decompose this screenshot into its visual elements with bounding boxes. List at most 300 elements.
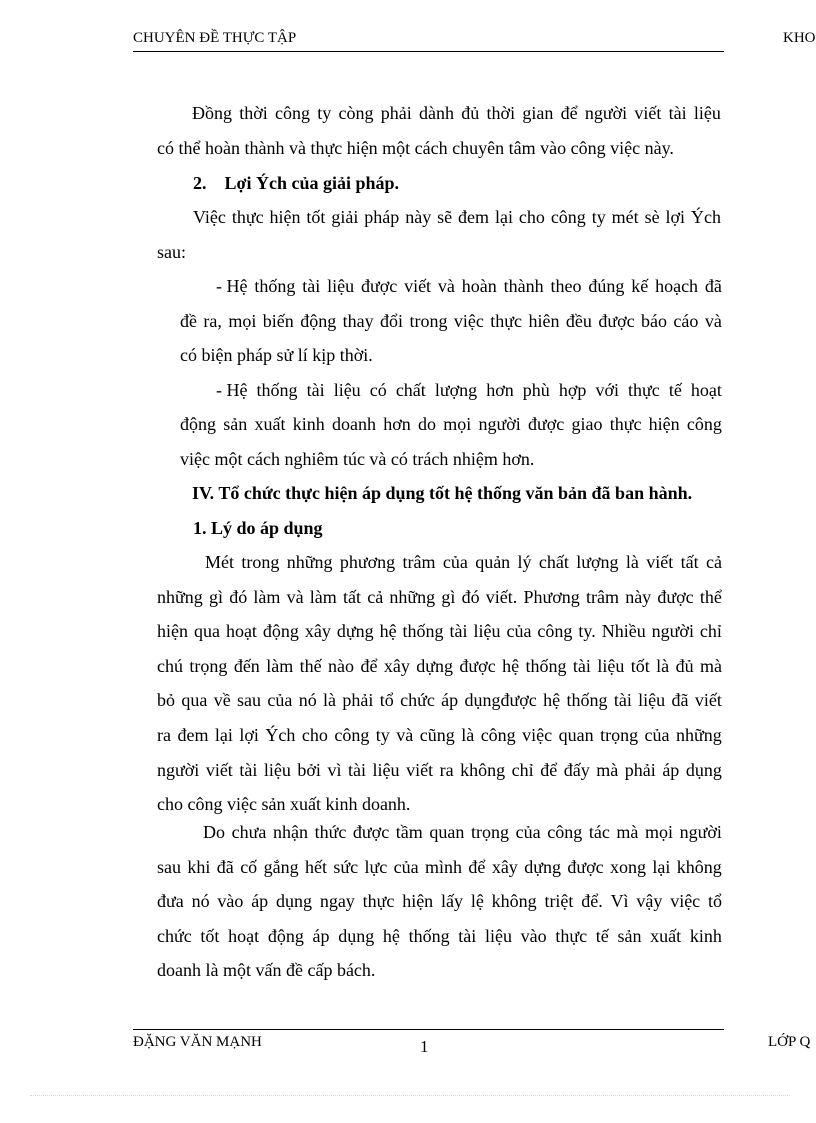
word: trọng bbox=[189, 656, 228, 676]
word: ra bbox=[439, 760, 454, 780]
word: được bbox=[459, 656, 496, 676]
word: thể bbox=[699, 587, 722, 607]
word: triệt bbox=[544, 891, 574, 911]
word: xong bbox=[610, 857, 647, 877]
word: vào bbox=[217, 891, 244, 911]
word: dựng bbox=[336, 621, 374, 641]
word: áp bbox=[312, 926, 330, 946]
word: phải bbox=[380, 103, 412, 123]
word: hiện bbox=[157, 621, 188, 641]
word: được bbox=[360, 276, 398, 296]
word: mét bbox=[611, 207, 639, 227]
word: đúng bbox=[588, 276, 625, 296]
word: thời bbox=[239, 103, 268, 123]
word: lấy bbox=[441, 891, 463, 911]
word: liệu bbox=[638, 690, 666, 710]
word: làm bbox=[253, 587, 281, 607]
word: Đồng bbox=[192, 103, 232, 123]
word: người bbox=[651, 621, 694, 641]
text-line bbox=[216, 373, 722, 408]
word: với bbox=[595, 380, 619, 400]
word: để. bbox=[581, 891, 603, 911]
word: sản bbox=[617, 926, 642, 946]
word: quan bbox=[429, 822, 465, 842]
word: tài bbox=[239, 760, 258, 780]
word: đến bbox=[233, 656, 260, 676]
word: là bbox=[461, 725, 475, 745]
word: Vì bbox=[610, 891, 629, 911]
word: sau bbox=[157, 857, 181, 877]
word: bởi bbox=[297, 760, 321, 780]
word: đem bbox=[177, 725, 209, 745]
header-title: CHUYÊN ĐỀ THỰC TẬP bbox=[133, 30, 297, 46]
word: dụngđược bbox=[464, 690, 537, 710]
word: tác bbox=[588, 822, 610, 842]
word: phải bbox=[624, 760, 656, 780]
word: thành bbox=[503, 276, 544, 296]
word: thực bbox=[555, 926, 588, 946]
word: ra, bbox=[203, 311, 222, 331]
word: tốt bbox=[306, 207, 326, 227]
word: cố bbox=[240, 857, 258, 877]
word: của bbox=[442, 552, 468, 572]
text-line bbox=[216, 269, 722, 304]
text-line: sau: bbox=[157, 242, 186, 262]
word: của bbox=[644, 725, 670, 745]
word: hiên bbox=[528, 311, 560, 331]
word: là bbox=[625, 552, 639, 572]
word: xuất bbox=[650, 926, 682, 946]
word: thống bbox=[402, 621, 444, 641]
word: không bbox=[491, 891, 537, 911]
word: và bbox=[396, 725, 414, 745]
word: lợi bbox=[665, 207, 686, 227]
word: hoạch bbox=[655, 276, 699, 296]
word: không bbox=[460, 760, 506, 780]
word: đã bbox=[704, 276, 722, 296]
word: lại bbox=[214, 725, 233, 745]
word: liệu bbox=[372, 760, 400, 780]
word: để bbox=[540, 760, 558, 780]
word: mọi bbox=[443, 414, 472, 434]
word: người bbox=[679, 822, 722, 842]
word: tế bbox=[595, 926, 609, 946]
word: phải bbox=[342, 690, 374, 710]
subsection-heading: 1. Lý do áp dụng bbox=[193, 518, 323, 538]
text-line: có thể hoàn thành và thực hiện một cách chuyên tâm vào công việc này. bbox=[157, 138, 674, 158]
word: mình bbox=[425, 857, 463, 877]
footer-class: LỚP Q bbox=[768, 1034, 811, 1050]
text-line: doanh là một vấn đề cấp bách. bbox=[157, 960, 376, 980]
word: nào bbox=[328, 656, 355, 676]
word: tế bbox=[668, 380, 682, 400]
word: dựng bbox=[416, 656, 454, 676]
word: tài bbox=[302, 276, 321, 296]
word: đều bbox=[565, 311, 592, 331]
word: sản bbox=[223, 414, 248, 434]
word: do bbox=[417, 414, 436, 434]
word: ty. bbox=[578, 621, 596, 641]
section-heading: IV. Tổ chức thực hiện áp dụng tốt hệ thống văn bản đã ban hành. bbox=[192, 483, 693, 503]
text-line bbox=[193, 200, 721, 235]
word: động bbox=[180, 414, 216, 434]
word: của bbox=[267, 690, 293, 710]
word: mà bbox=[699, 656, 722, 676]
page-bottom-divider bbox=[30, 1095, 790, 1096]
word: cho bbox=[301, 725, 328, 745]
word: công bbox=[334, 725, 370, 745]
word: lượng bbox=[434, 380, 478, 400]
word: liệu bbox=[333, 380, 361, 400]
word: được bbox=[527, 414, 565, 434]
text-line bbox=[157, 614, 722, 649]
word: viết bbox=[205, 760, 233, 780]
word: hết bbox=[304, 857, 327, 877]
word: sau bbox=[237, 690, 262, 710]
word: thực bbox=[609, 414, 642, 434]
word: vậy bbox=[636, 891, 663, 911]
word: vào bbox=[520, 926, 547, 946]
text-line: việc một cách nghiêm túc và có trách nhiệm hơn. bbox=[180, 449, 535, 469]
word: tốt bbox=[630, 656, 650, 676]
word: ra bbox=[157, 725, 171, 745]
word: được bbox=[657, 587, 694, 607]
text-line: có biện pháp sử lí kịp thời. bbox=[180, 345, 373, 365]
word: liệu bbox=[693, 103, 721, 123]
word: hiện bbox=[402, 891, 434, 911]
word: Phương bbox=[523, 587, 580, 607]
text-line bbox=[192, 96, 721, 131]
word: - Hệ bbox=[216, 380, 248, 400]
word: thống bbox=[408, 926, 450, 946]
word: áp bbox=[441, 690, 459, 710]
word: trong bbox=[241, 552, 280, 572]
word: là bbox=[656, 656, 670, 676]
word: hệ bbox=[379, 621, 397, 641]
header-right-text: KHO bbox=[783, 30, 816, 46]
word: thống bbox=[525, 656, 567, 676]
word: viết bbox=[404, 276, 432, 296]
word: lợi bbox=[239, 725, 259, 745]
word: dựng bbox=[524, 857, 561, 877]
word: xây bbox=[491, 857, 518, 877]
word: quan bbox=[558, 725, 594, 745]
word: báo bbox=[641, 311, 667, 331]
word: thời bbox=[486, 103, 516, 123]
word: gian bbox=[522, 103, 554, 123]
word: hơn bbox=[383, 414, 411, 434]
word: chất bbox=[395, 380, 426, 400]
word: thức bbox=[314, 822, 347, 842]
word: tài bbox=[613, 690, 632, 710]
word: việc bbox=[453, 311, 484, 331]
word: những bbox=[157, 587, 203, 607]
word: thực bbox=[628, 380, 660, 400]
word: quản bbox=[475, 552, 511, 572]
word: kinh bbox=[689, 926, 722, 946]
word: viết. bbox=[485, 587, 518, 607]
word: phương bbox=[339, 552, 396, 572]
text-line bbox=[157, 683, 722, 718]
word: gì bbox=[441, 587, 456, 607]
word: khi bbox=[187, 857, 211, 877]
word: nhận bbox=[272, 822, 308, 842]
word: lực bbox=[364, 857, 388, 877]
word: những bbox=[676, 725, 722, 745]
word: thế bbox=[299, 656, 322, 676]
word: ty bbox=[591, 207, 606, 227]
word: hệ bbox=[543, 690, 561, 710]
word: áp bbox=[662, 760, 680, 780]
word: kinh bbox=[292, 414, 325, 434]
text-line bbox=[203, 815, 722, 850]
word: xây bbox=[304, 621, 331, 641]
word: hệ bbox=[382, 926, 400, 946]
text-line bbox=[157, 649, 722, 684]
word: công bbox=[275, 103, 311, 123]
word: làm bbox=[309, 587, 337, 607]
word: hoạt bbox=[690, 380, 722, 400]
word: Việc bbox=[193, 207, 226, 227]
word: dành bbox=[419, 103, 455, 123]
text-line bbox=[157, 753, 722, 788]
text-line: cho công việc sản xuất kinh doanh. bbox=[157, 794, 411, 814]
word: liệu bbox=[263, 760, 291, 780]
word: được bbox=[352, 822, 390, 842]
word: lại bbox=[652, 857, 671, 877]
word: vì bbox=[327, 760, 342, 780]
word: mọi bbox=[228, 311, 257, 331]
word: xây bbox=[383, 656, 410, 676]
word: tất bbox=[343, 587, 361, 607]
word: động bbox=[300, 311, 337, 331]
word: trọng bbox=[600, 725, 639, 745]
word: công bbox=[550, 207, 586, 227]
word: đấy bbox=[563, 760, 590, 780]
word: việc bbox=[522, 725, 553, 745]
text-line bbox=[157, 919, 722, 954]
text-line bbox=[157, 884, 722, 919]
word: động bbox=[267, 926, 304, 946]
word: đổi bbox=[380, 311, 404, 331]
word: động bbox=[262, 621, 299, 641]
word: liệu bbox=[327, 276, 355, 296]
text-line bbox=[205, 545, 722, 580]
word: cũng bbox=[419, 725, 455, 745]
word: cả bbox=[705, 552, 722, 572]
word: chức bbox=[157, 926, 192, 946]
word: đó bbox=[229, 587, 248, 607]
footer-rule bbox=[133, 1029, 724, 1030]
word: cho bbox=[518, 207, 545, 227]
word: công bbox=[537, 621, 573, 641]
word: thực bbox=[362, 891, 395, 911]
word: thực bbox=[490, 311, 523, 331]
word: tài bbox=[306, 380, 325, 400]
word: không bbox=[676, 857, 722, 877]
word: đề bbox=[180, 311, 197, 331]
word: ty bbox=[317, 103, 332, 123]
word: hoàn bbox=[461, 276, 497, 296]
word: còng bbox=[338, 103, 374, 123]
word: để bbox=[468, 857, 486, 877]
word: thay bbox=[342, 311, 374, 331]
word: viết bbox=[406, 760, 434, 780]
word: việc bbox=[670, 891, 701, 911]
word: và bbox=[437, 276, 455, 296]
word: chỉ bbox=[699, 621, 722, 641]
word: của bbox=[506, 621, 532, 641]
word: dụng bbox=[338, 926, 375, 946]
word: chất bbox=[538, 552, 569, 572]
page-number: 1 bbox=[420, 1037, 429, 1056]
word: theo bbox=[550, 276, 582, 296]
word: hợp bbox=[558, 380, 587, 400]
word: tổ bbox=[379, 690, 394, 710]
word: liệu bbox=[597, 656, 625, 676]
word: trâm bbox=[402, 552, 436, 572]
word: những bbox=[286, 552, 333, 572]
word: ty bbox=[375, 725, 390, 745]
word: kế bbox=[631, 276, 649, 296]
word: tài bbox=[668, 103, 687, 123]
word: này bbox=[625, 587, 652, 607]
word: công bbox=[686, 414, 722, 434]
text-line bbox=[157, 718, 722, 753]
word: tài bbox=[449, 621, 468, 641]
word: ngay bbox=[319, 891, 355, 911]
word: tốt bbox=[200, 926, 220, 946]
word: liệu bbox=[473, 621, 501, 641]
word: chưa bbox=[231, 822, 267, 842]
word: lượng bbox=[576, 552, 619, 572]
word: tài bbox=[458, 926, 477, 946]
word: thực bbox=[231, 207, 264, 227]
word: viết bbox=[646, 552, 674, 572]
word: người bbox=[478, 414, 521, 434]
word: đã bbox=[671, 690, 689, 710]
word: đưa bbox=[157, 891, 184, 911]
word: chú bbox=[157, 656, 183, 676]
word: đủ bbox=[675, 656, 694, 676]
word: thống bbox=[256, 380, 298, 400]
word: là bbox=[323, 690, 337, 710]
word: giải bbox=[331, 207, 359, 227]
word: dụng bbox=[276, 891, 312, 911]
word: sức bbox=[333, 857, 359, 877]
word: trong bbox=[409, 311, 448, 331]
word: cáo bbox=[673, 311, 699, 331]
header-rule bbox=[133, 51, 724, 52]
word: viết bbox=[634, 103, 662, 123]
word: thống bbox=[566, 690, 608, 710]
text-line bbox=[157, 850, 722, 885]
word: thống bbox=[254, 276, 296, 296]
word: doanh bbox=[331, 414, 376, 434]
word: Nhiều bbox=[601, 621, 646, 641]
text-line bbox=[157, 580, 722, 615]
word: để bbox=[360, 656, 378, 676]
word: hoạt bbox=[228, 926, 260, 946]
word: những bbox=[389, 587, 436, 607]
word: chỉ bbox=[511, 760, 534, 780]
word: này bbox=[405, 207, 432, 227]
word: của bbox=[515, 822, 541, 842]
word: người bbox=[584, 103, 628, 123]
word: công bbox=[547, 822, 583, 842]
word: tài bbox=[348, 760, 367, 780]
word: được bbox=[567, 857, 604, 877]
word: đủ bbox=[461, 103, 480, 123]
word: và bbox=[704, 311, 722, 331]
word: cả bbox=[367, 587, 384, 607]
word: xuất bbox=[254, 414, 286, 434]
word: đó bbox=[461, 587, 480, 607]
word: gắng bbox=[263, 857, 299, 877]
word: Ých bbox=[690, 207, 721, 227]
word: gì bbox=[208, 587, 223, 607]
footer-author: ĐẶNG VĂN MẠNH bbox=[133, 1034, 262, 1050]
word: nó bbox=[298, 690, 317, 710]
word: được bbox=[598, 311, 635, 331]
word: trọng bbox=[471, 822, 510, 842]
word: dụng bbox=[685, 760, 722, 780]
word: Do bbox=[203, 822, 225, 842]
word: viết bbox=[694, 690, 722, 710]
word: - Hệ bbox=[216, 276, 248, 296]
word: qua bbox=[193, 621, 220, 641]
text-line bbox=[180, 407, 722, 442]
word: giao bbox=[571, 414, 603, 434]
word: phù bbox=[522, 380, 550, 400]
word: liệu bbox=[484, 926, 512, 946]
word: hoạt bbox=[225, 621, 257, 641]
section-heading: 2. Lợi Ých của giải pháp. bbox=[193, 173, 400, 193]
word: có bbox=[369, 380, 387, 400]
word: lệ bbox=[470, 891, 484, 911]
text-line bbox=[180, 304, 722, 339]
word: qua bbox=[181, 690, 208, 710]
word: lý bbox=[517, 552, 532, 572]
word: về bbox=[213, 690, 231, 710]
word: làm bbox=[266, 656, 294, 676]
word: nó bbox=[191, 891, 210, 911]
word: sẽ bbox=[437, 207, 453, 227]
word: mà bbox=[616, 822, 639, 842]
word: tất bbox=[680, 552, 699, 572]
word: hiện bbox=[648, 414, 680, 434]
word: pháp bbox=[364, 207, 400, 227]
word: Mét bbox=[205, 552, 234, 572]
word: và bbox=[286, 587, 304, 607]
word: tài bbox=[572, 656, 591, 676]
word: trâm bbox=[585, 587, 619, 607]
word: sè bbox=[644, 207, 660, 227]
word: mà bbox=[596, 760, 619, 780]
word: đem bbox=[458, 207, 490, 227]
word: lại bbox=[494, 207, 513, 227]
word: hiện bbox=[269, 207, 301, 227]
word: chức bbox=[400, 690, 435, 710]
word: của bbox=[393, 857, 419, 877]
word: công bbox=[480, 725, 516, 745]
word: hơn bbox=[486, 380, 514, 400]
word: tổ bbox=[707, 891, 722, 911]
word: bỏ bbox=[157, 690, 175, 710]
word: mọi bbox=[645, 822, 674, 842]
word: người bbox=[157, 760, 200, 780]
word: hệ bbox=[502, 656, 520, 676]
